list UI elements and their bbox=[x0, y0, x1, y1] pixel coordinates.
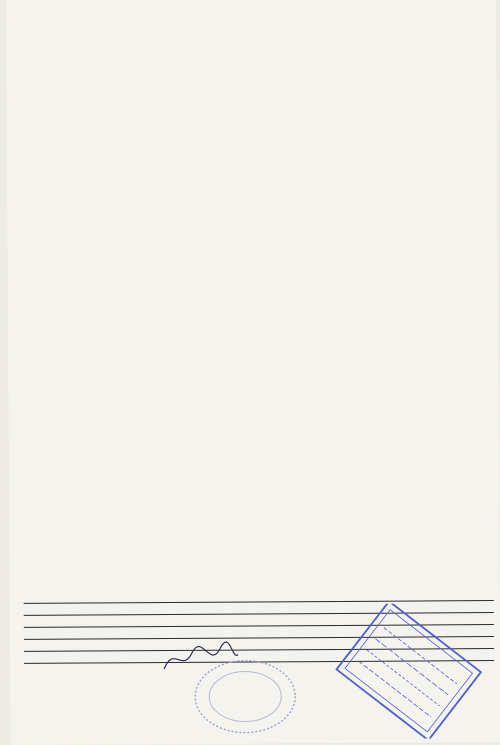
document-sheet bbox=[6, 0, 500, 745]
records-table-lab bbox=[17, 176, 489, 179]
rectangular-stamp-mark bbox=[328, 603, 489, 739]
round-seal-mark bbox=[190, 656, 300, 737]
